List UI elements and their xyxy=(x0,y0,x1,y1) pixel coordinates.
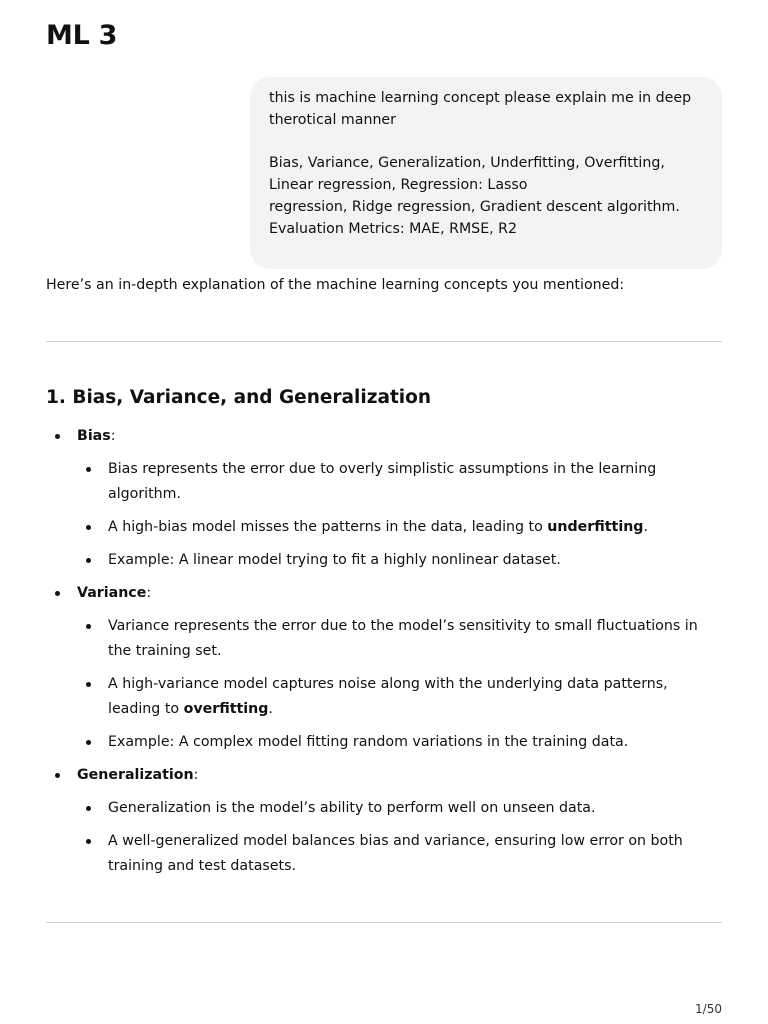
concept-list xyxy=(46,424,722,879)
point-emphasis: overfitting xyxy=(183,701,269,717)
list-item xyxy=(77,548,722,573)
term-suffix: : xyxy=(193,767,199,783)
document-title: ML 3 xyxy=(46,20,118,51)
point-emphasis: underfitting xyxy=(547,519,644,535)
page-number: 1/50 xyxy=(695,1002,722,1016)
response-intro: Here’s an in-depth explanation of the machine learning concepts you mentioned: xyxy=(46,277,625,293)
term-label: Bias xyxy=(77,428,111,444)
list-item xyxy=(77,730,722,755)
paragraph-gap xyxy=(269,131,703,152)
response-content xyxy=(46,424,722,887)
point-text: Example: A complex model fitting random variations in the training data. xyxy=(108,734,629,750)
list-item-generalization xyxy=(46,763,722,879)
point-text: A high-bias model misses the patterns in the data, leading to xyxy=(108,519,548,535)
point-text-end: . xyxy=(643,519,648,535)
term-suffix: : xyxy=(110,428,116,444)
list-item xyxy=(77,614,722,664)
section-heading: 1. Bias, Variance, and Generalization xyxy=(46,387,432,408)
point-text: A well-generalized model balances bias and variance, ensuring low error on both training and test datasets. xyxy=(108,833,683,874)
user-message-bubble xyxy=(250,77,722,269)
term-label: Generalization xyxy=(77,767,194,783)
point-text: Bias represents the error due to overly simplistic assumptions in the learning algorithm. xyxy=(108,461,657,502)
list-item xyxy=(77,457,722,507)
divider xyxy=(46,341,722,342)
sub-list xyxy=(77,796,722,879)
term-suffix: : xyxy=(146,585,152,601)
list-item xyxy=(77,515,722,540)
term-label: Variance xyxy=(77,585,147,601)
point-text: Generalization is the model’s ability to perform well on unseen data. xyxy=(108,800,596,816)
list-item xyxy=(77,829,722,879)
user-message-line-2: Bias, Variance, Generalization, Underfitting, Overfitting, Linear regression, Regression: Lasso regression, Ridge regression, Gradient descent algorithm. Evaluation Metrics: MAE, RMSE, R2 xyxy=(269,155,680,237)
sub-list xyxy=(77,457,722,573)
point-text-end: . xyxy=(268,701,273,717)
list-item-bias xyxy=(46,424,722,573)
point-text: Example: A linear model trying to fit a highly nonlinear dataset. xyxy=(108,552,561,568)
divider xyxy=(46,922,722,923)
point-text: A high-variance model captures noise along with the underlying data patterns, leading to xyxy=(108,676,668,717)
list-item xyxy=(77,796,722,821)
point-text: Variance represents the error due to the model’s sensitivity to small fluctuations in the training set. xyxy=(108,618,698,659)
list-item-variance xyxy=(46,581,722,755)
sub-list xyxy=(77,614,722,755)
user-message-line-1: this is machine learning concept please explain me in deep therotical manner xyxy=(269,90,692,128)
list-item xyxy=(77,672,722,722)
